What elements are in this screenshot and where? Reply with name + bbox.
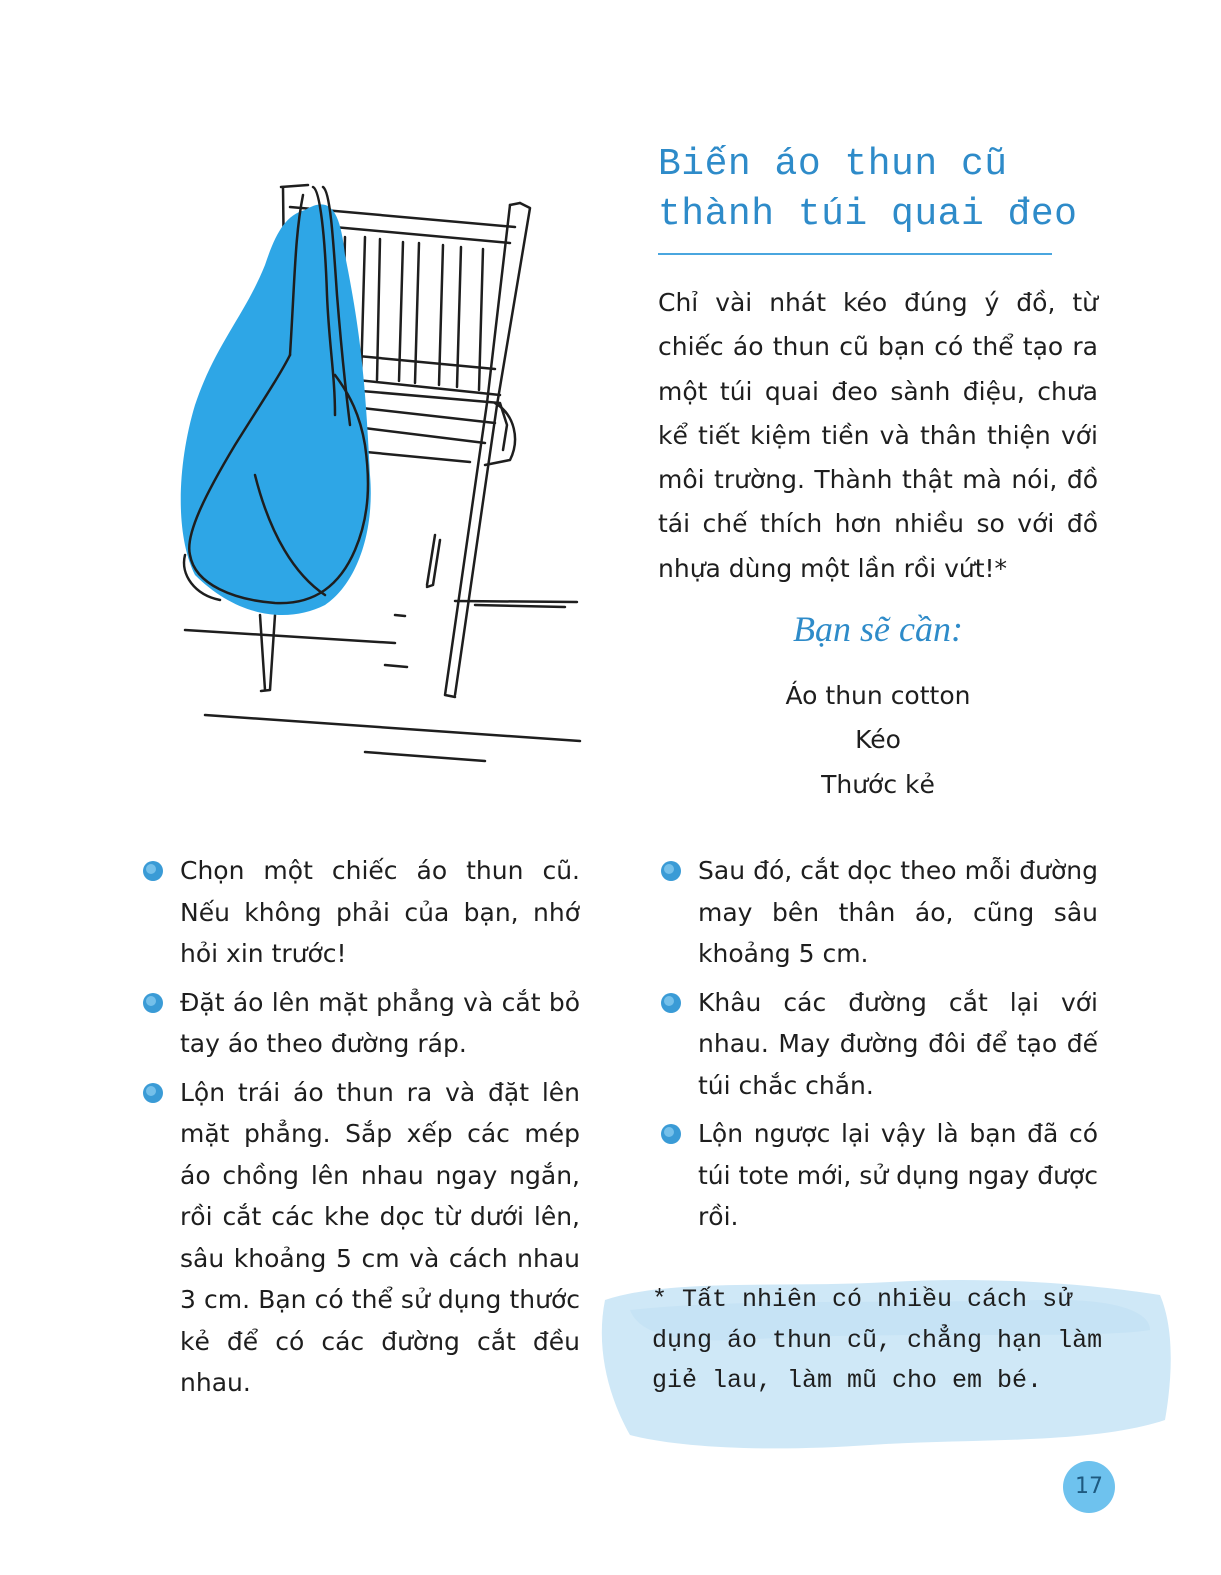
- watercolor-dot-icon: [140, 990, 168, 1018]
- supplies-heading: Bạn sẽ cần:: [793, 609, 963, 649]
- watercolor-dot-icon: [140, 858, 168, 886]
- supply-item: Áo thun cotton: [785, 681, 971, 710]
- step-text: Lộn ngược lại vậy là bạn đã có túi tote mới, sử dụng ngay được rồi.: [698, 1119, 1098, 1231]
- step-text: Khâu các đường cắt lại với nhau. May đường đôi để tạo đế túi chắc chắn.: [698, 987, 1098, 1100]
- title-line-2: thành túi quai đeo: [658, 193, 1078, 236]
- step-item: [658, 1113, 1098, 1238]
- intro-paragraph: Chỉ vài nhát kéo đúng ý đồ, từ chiếc áo thun cũ bạn có thể tạo ra một túi quai đeo sành điệu, chưa kể tiết kiệm tiền và thân thiện với môi trường. Thành thật mà nói, đồ tái chế thích hơn nhiều so với đồ nhựa dùng một lần rồi vứt!*: [658, 288, 1098, 583]
- title-line-1: Biến áo thun cũ: [658, 143, 1008, 186]
- step-text: Đặt áo lên mặt phẳng và cắt bỏ tay áo theo đường ráp.: [180, 987, 580, 1058]
- step-item: [140, 982, 580, 1065]
- footnote: * Tất nhiên có nhiều cách sử dụng áo thun cũ, chẳng hạn làm giẻ lau, làm mũ cho em bé.: [652, 1285, 1103, 1395]
- step-item: [658, 982, 1098, 1107]
- step-text: Chọn một chiếc áo thun cũ. Nếu không phải của bạn, nhớ hỏi xin trước!: [180, 856, 580, 968]
- supply-item: Kéo: [855, 725, 901, 755]
- title-underline: [658, 253, 1052, 255]
- step-text: Lộn trái áo thun ra và đặt lên mặt phẳng. Sắp xếp các mép áo chồng lên nhau ngay ngắn, rồi cắt các khe dọc từ dưới lên, sâu khoảng 5 cm và cách nhau 3 cm. Bạn có thể sử dụng thước kẻ để có các đường cắt đều nhau.: [180, 1077, 580, 1397]
- steps-right-column: [658, 850, 1098, 1245]
- supplies-list: [658, 674, 1098, 807]
- tote-bag-chair-illustration: [165, 175, 595, 775]
- steps-left-column: [140, 850, 580, 1411]
- watercolor-dot-icon: [658, 990, 686, 1018]
- step-item: [658, 850, 1098, 975]
- watercolor-dot-icon: [658, 1121, 686, 1149]
- watercolor-dot-icon: [140, 1080, 168, 1108]
- step-item: [140, 1072, 580, 1404]
- watercolor-dot-icon: [658, 858, 686, 886]
- step-item: [140, 850, 580, 975]
- supply-item: Thước kẻ: [821, 769, 935, 799]
- step-text: Sau đó, cắt dọc theo mỗi đường may bên thân áo, cũng sâu khoảng 5 cm.: [698, 856, 1098, 968]
- page-title: [658, 140, 1078, 240]
- page-number-badge: 17: [1063, 1461, 1115, 1513]
